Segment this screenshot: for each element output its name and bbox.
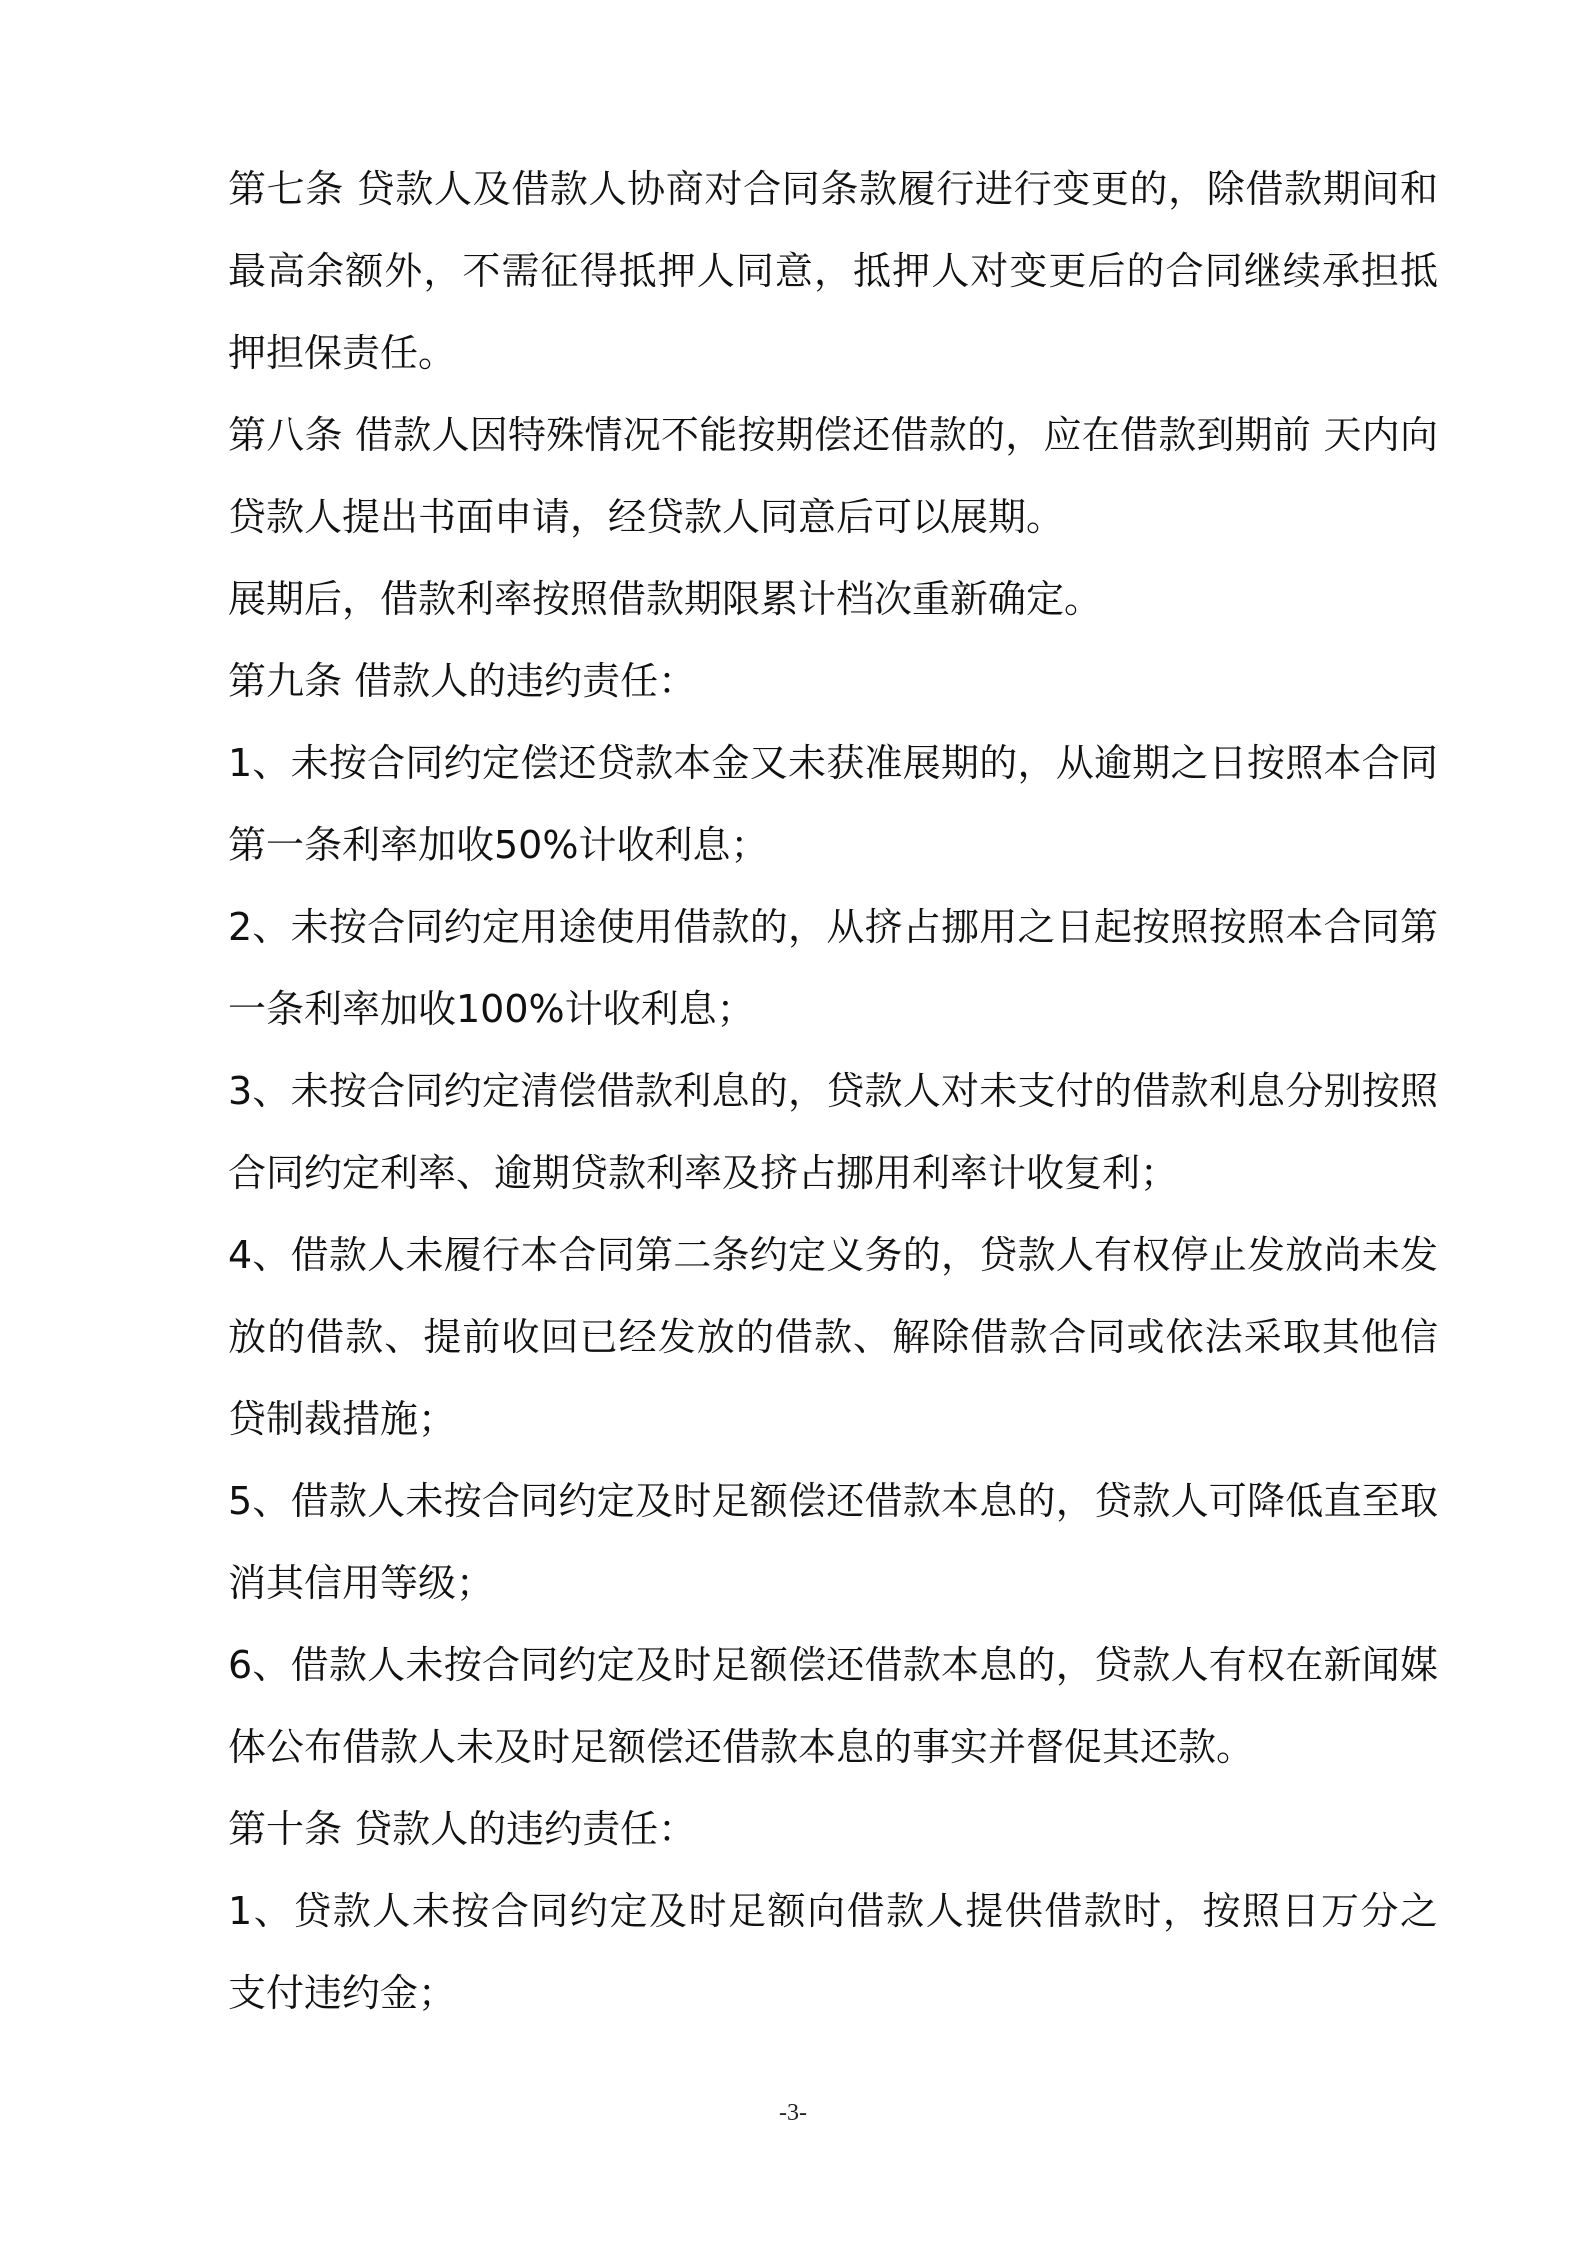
document-body xyxy=(228,148,1438,2034)
article-10-heading: 第十条 贷款人的违约责任： xyxy=(228,1807,697,1851)
article-9-item-4: 4、借款人未履行本合同第二条约定义务的，贷款人有权停止发放尚未发放的借款、提前收回已经发放的借款、解除借款合同或依法采取其他信贷制裁措施； xyxy=(228,1233,1438,1441)
extension-rate-paragraph: 展期后，借款利率按照借款期限累计档次重新确定。 xyxy=(228,577,1103,621)
article-9-heading: 第九条 借款人的违约责任： xyxy=(228,659,697,703)
article-9-item-3: 3、未按合同约定清偿借款利息的，贷款人对未支付的借款利息分别按照合同约定利率、逾期贷款利率及挤占挪用利率计收复利； xyxy=(228,1069,1438,1195)
article-8-paragraph: 第八条 借款人因特殊情况不能按期偿还借款的，应在借款到期前 天内向贷款人提出书面申请，经贷款人同意后可以展期。 xyxy=(228,413,1438,539)
article-7-paragraph: 第七条 贷款人及借款人协商对合同条款履行进行变更的，除借款期间和最高余额外，不需征得抵押人同意，抵押人对变更后的合同继续承担抵押担保责任。 xyxy=(228,167,1438,375)
page-number: -3- xyxy=(779,2100,807,2126)
article-10-item-1: 1、贷款人未按合同约定及时足额向借款人提供借款时，按照日万分之 支付违约金； xyxy=(228,1889,1438,2015)
article-9-item-1: 1、未按合同约定偿还贷款本金又未获准展期的，从逾期之日按照本合同第一条利率加收50%计收利息； xyxy=(228,741,1438,867)
article-9-item-5: 5、借款人未按合同约定及时足额偿还借款本息的，贷款人可降低直至取消其信用等级； xyxy=(228,1479,1438,1605)
article-9-item-2: 2、未按合同约定用途使用借款的，从挤占挪用之日起按照按照本合同第一条利率加收100%计收利息； xyxy=(228,905,1438,1031)
article-9-item-6: 6、借款人未按合同约定及时足额偿还借款本息的，贷款人有权在新闻媒体公布借款人未及时足额偿还借款本息的事实并督促其还款。 xyxy=(228,1643,1438,1769)
